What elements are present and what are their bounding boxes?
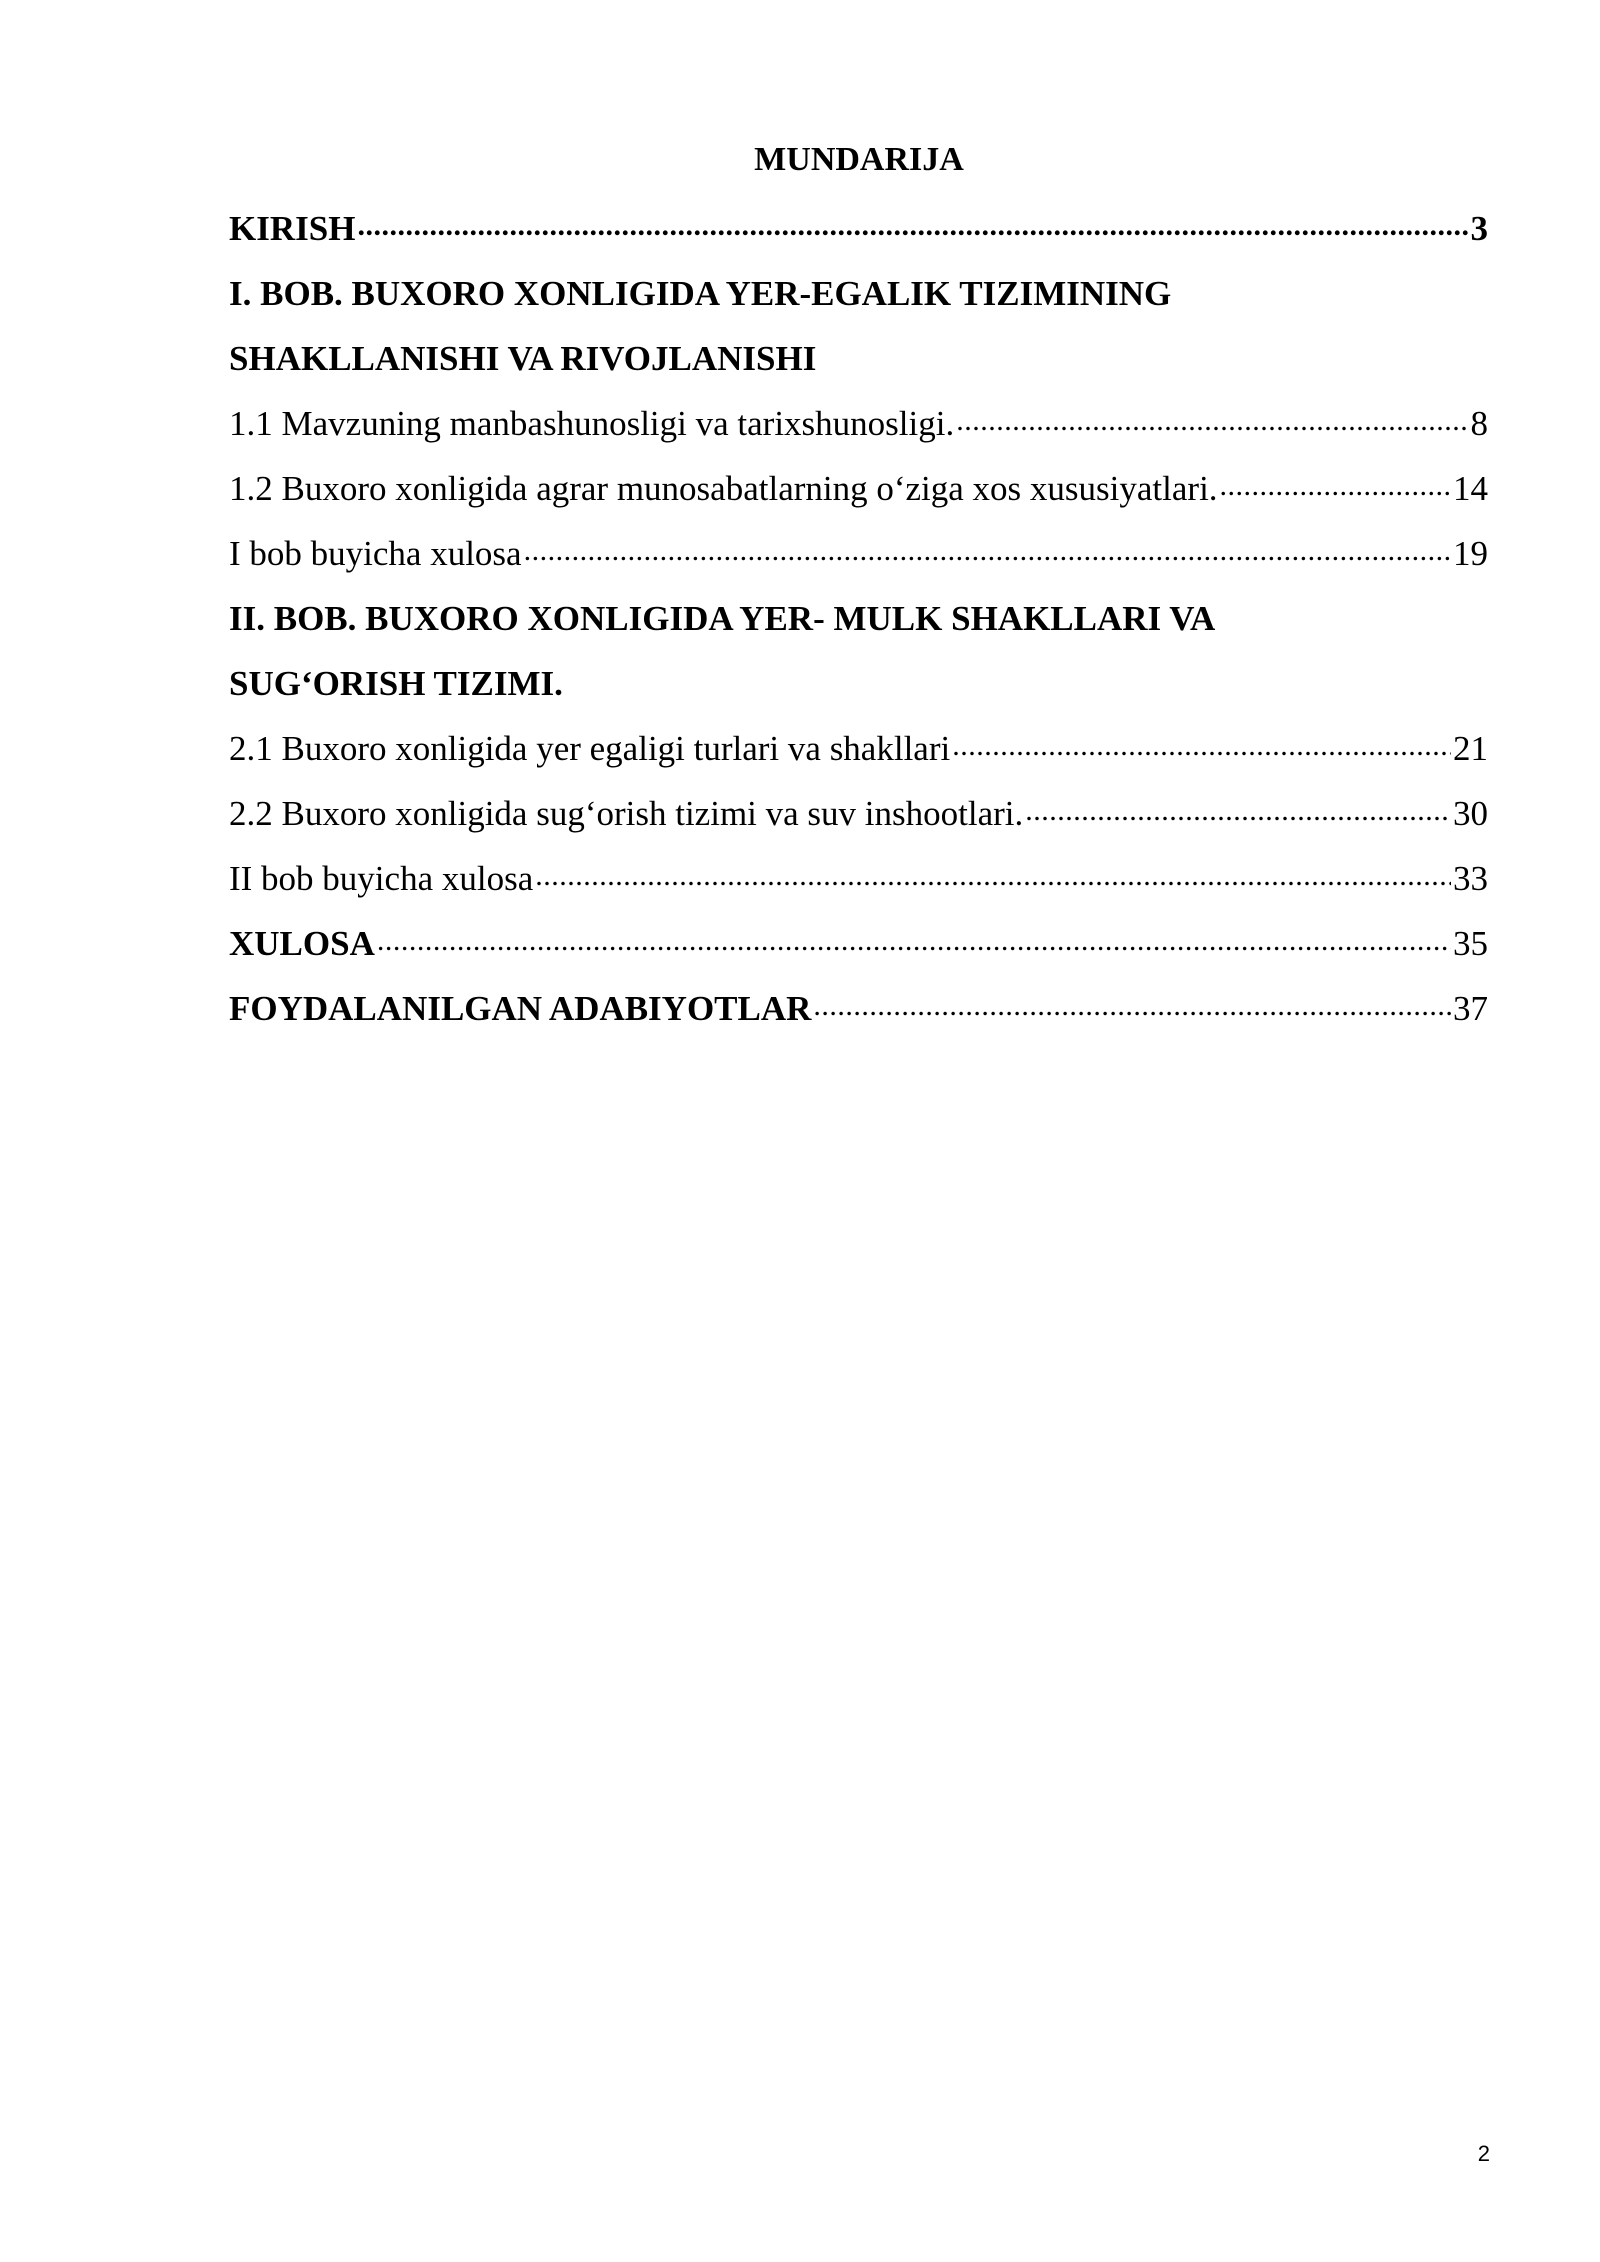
dot-leader <box>1220 469 1451 509</box>
toc-chapter-1-heading-line-2 <box>229 326 1488 391</box>
toc-entry-page: 19 <box>1453 533 1488 573</box>
toc-entry-label: I bob buyicha xulosa <box>229 533 522 573</box>
toc-entry-chapter-2-summary[interactable] <box>229 846 1488 911</box>
chapter-heading-text: SHAKLLANISHI VA RIVOJLANISHI <box>229 338 817 378</box>
toc-entry-label: KIRISH <box>229 208 356 248</box>
dot-leader <box>952 729 1451 769</box>
toc-entry-label: XULOSA <box>229 923 375 963</box>
toc-title: MUNDARIJA <box>754 141 964 178</box>
toc-entry-label: 1.1 Mavzuning manbashunosligi va tarixshunosligi. <box>229 403 955 443</box>
toc-chapter-2-heading-line-1 <box>229 586 1488 651</box>
toc-entry-label: 2.2 Buxoro xonligida sug‘orish tizimi va suv inshootlari. <box>229 793 1024 833</box>
chapter-heading-text: I. BOB. BUXORO XONLIGIDA YER-EGALIK TIZIMINING <box>229 273 1172 313</box>
toc-entry-page: 21 <box>1453 728 1488 768</box>
toc-entry-page: 35 <box>1453 923 1488 963</box>
dot-leader <box>524 534 1451 574</box>
toc-entry-references[interactable] <box>229 976 1488 1041</box>
table-of-contents <box>229 196 1488 1041</box>
toc-entry-chapter-1-summary[interactable] <box>229 521 1488 586</box>
dot-leader <box>956 404 1468 444</box>
toc-entry-page: 8 <box>1470 403 1488 443</box>
toc-entry-label: II bob buyicha xulosa <box>229 858 534 898</box>
dot-leader <box>1025 794 1451 834</box>
toc-entry-xulosa[interactable] <box>229 911 1488 976</box>
toc-entry-kirish[interactable] <box>229 196 1488 261</box>
toc-entry-2-1[interactable] <box>229 716 1488 781</box>
toc-entry-1-1[interactable] <box>229 391 1488 456</box>
toc-entry-page: 30 <box>1453 793 1488 833</box>
toc-entry-label: FOYDALANILGAN ADABIYOTLAR <box>229 988 812 1028</box>
page-number: 2 <box>1477 2141 1490 2166</box>
toc-chapter-1-heading-line-1 <box>229 261 1488 326</box>
chapter-heading-text: II. BOB. BUXORO XONLIGIDA YER- MULK SHAKLLARI VA <box>229 598 1216 638</box>
toc-entry-2-2[interactable] <box>229 781 1488 846</box>
dot-leader <box>357 209 1468 249</box>
toc-entry-page: 37 <box>1453 988 1488 1028</box>
toc-entry-1-2[interactable] <box>229 456 1488 521</box>
toc-chapter-2-heading-line-2 <box>229 651 1488 716</box>
dot-leader <box>535 859 1451 899</box>
toc-entry-page: 3 <box>1470 208 1488 248</box>
chapter-heading-text: SUG‘ORISH TIZIMI. <box>229 663 563 703</box>
toc-entry-page: 14 <box>1453 468 1488 508</box>
dot-leader <box>377 924 1451 964</box>
toc-entry-label: 1.2 Buxoro xonligida agrar munosabatlarning o‘ziga xos xususiyatlari. <box>229 468 1218 508</box>
toc-entry-label: 2.1 Buxoro xonligida yer egaligi turlari va shakllari <box>229 728 951 768</box>
toc-entry-page: 33 <box>1453 858 1488 898</box>
dot-leader <box>813 989 1451 1029</box>
